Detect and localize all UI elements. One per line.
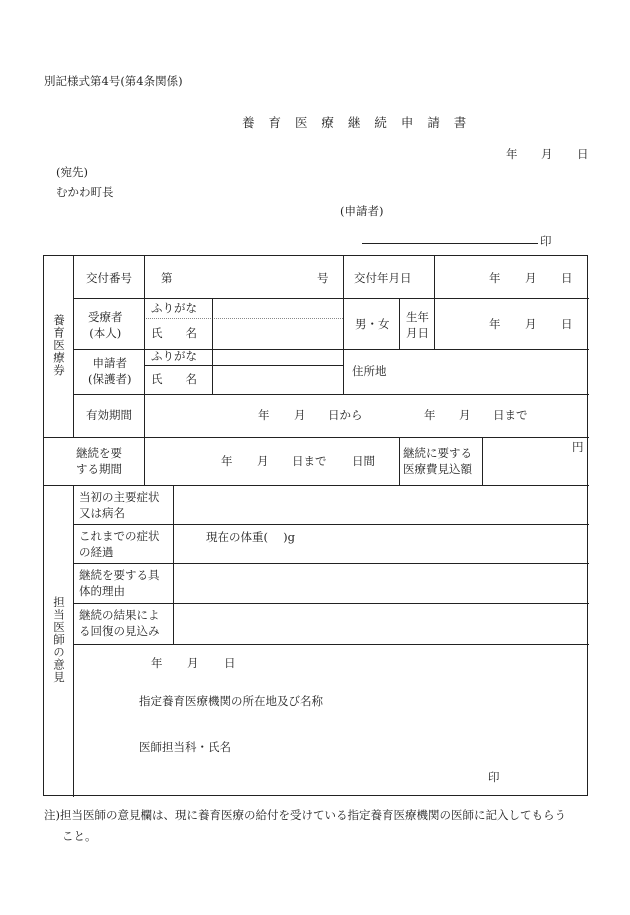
cost-unit: 円 bbox=[572, 440, 584, 454]
issue-number-label: 交付番号 bbox=[86, 271, 132, 285]
guardian-label: 申請者 (保護者) bbox=[88, 356, 132, 386]
signature-line[interactable] bbox=[362, 243, 538, 244]
patient-furigana-label: ふりがな bbox=[151, 301, 197, 315]
issue-date-month: 月 bbox=[525, 271, 537, 285]
patient-name-label: 氏 名 bbox=[151, 326, 197, 340]
addressee: むかわ町長 bbox=[56, 185, 114, 199]
progress-label: これまでの症状 の経過 bbox=[79, 529, 160, 559]
validity-to-day: 日まで bbox=[493, 408, 528, 422]
validity-to-month: 月 bbox=[459, 408, 471, 422]
doctor-date-month: 月 bbox=[187, 656, 199, 670]
form-number: 別記様式第4号(第4条関係) bbox=[44, 74, 183, 88]
address-label: 住所地 bbox=[352, 364, 387, 378]
issue-date-day: 日 bbox=[561, 271, 573, 285]
patient-name-field[interactable] bbox=[214, 320, 340, 346]
addressee-label: (宛先) bbox=[56, 165, 88, 179]
footnote-line-1: 注)担当医師の意見欄は、現に養育医療の給付を受けている指定養育医療機関の医師に記入してもらう bbox=[44, 808, 566, 822]
footnote bbox=[44, 805, 594, 847]
page-title: 養 育 医 療 継 続 申 請 書 bbox=[242, 115, 472, 130]
validity-to-year: 年 bbox=[424, 408, 436, 422]
doctor-opinion-section-label: 担当医師の意見 bbox=[52, 596, 66, 684]
recovery-prospect-label: 継続の結果によ る回復の見込み bbox=[79, 608, 160, 638]
validity-from-year: 年 bbox=[258, 408, 270, 422]
certificate-section-label: 養育医療券 bbox=[52, 314, 66, 377]
period-year: 年 bbox=[221, 454, 233, 468]
continuation-period-label: 継続を要 する期間 bbox=[76, 446, 122, 476]
issue-number-field[interactable] bbox=[179, 264, 309, 292]
continuation-reason-field[interactable] bbox=[176, 565, 586, 601]
doctor-date-year: 年 bbox=[151, 656, 163, 670]
period-until: 日まで bbox=[292, 454, 327, 468]
continuation-reason-label: 継続を要する具 体的理由 bbox=[79, 568, 160, 598]
footnote-line-2: こと。 bbox=[62, 829, 97, 843]
application-form-table bbox=[43, 255, 588, 796]
recovery-prospect-field[interactable] bbox=[176, 605, 586, 642]
initial-symptoms-label: 当初の主要症状 又は病名 bbox=[79, 490, 160, 520]
institution-label: 指定養育医療機関の所在地及び名称 bbox=[139, 694, 323, 708]
header-date-day: 日 bbox=[577, 147, 589, 161]
doctor-name-label: 医師担当科・氏名 bbox=[139, 740, 231, 754]
guardian-name-label: 氏 名 bbox=[151, 372, 197, 386]
birth-date-year: 年 bbox=[489, 317, 501, 331]
header-date-month: 月 bbox=[541, 147, 553, 161]
estimated-cost-label: 継続に要する 医療費見込額 bbox=[403, 446, 472, 476]
birth-date-label: 生年 月日 bbox=[406, 310, 429, 340]
applicant-label: (申請者) bbox=[340, 204, 384, 218]
estimated-cost-field[interactable] bbox=[486, 440, 576, 482]
header-date-year: 年 bbox=[506, 147, 518, 161]
initial-symptoms-field[interactable] bbox=[176, 487, 586, 522]
applicant-seal: 印 bbox=[540, 234, 552, 248]
birth-date-month: 月 bbox=[525, 317, 537, 331]
doctor-date-day: 日 bbox=[224, 656, 236, 670]
address-field[interactable] bbox=[402, 352, 586, 392]
issue-date-label: 交付年月日 bbox=[354, 271, 412, 285]
validity-label: 有効期間 bbox=[86, 408, 132, 422]
issue-date-year: 年 bbox=[489, 271, 501, 285]
issue-number-prefix: 第 bbox=[161, 271, 173, 285]
guardian-furigana-label: ふりがな bbox=[151, 349, 197, 363]
period-month: 月 bbox=[257, 454, 269, 468]
doctor-seal: 印 bbox=[488, 770, 500, 784]
patient-label: 受療者 (本人) bbox=[88, 310, 123, 340]
current-weight[interactable]: 現在の体重( )g bbox=[206, 530, 295, 544]
validity-from-day: 日から bbox=[328, 408, 363, 422]
birth-date-day: 日 bbox=[561, 317, 573, 331]
validity-from-month: 月 bbox=[294, 408, 306, 422]
issue-number-suffix: 号 bbox=[317, 271, 329, 285]
period-days: 日間 bbox=[352, 454, 375, 468]
guardian-name-field[interactable] bbox=[214, 367, 340, 392]
sex-selector[interactable]: 男・女 bbox=[355, 317, 390, 331]
